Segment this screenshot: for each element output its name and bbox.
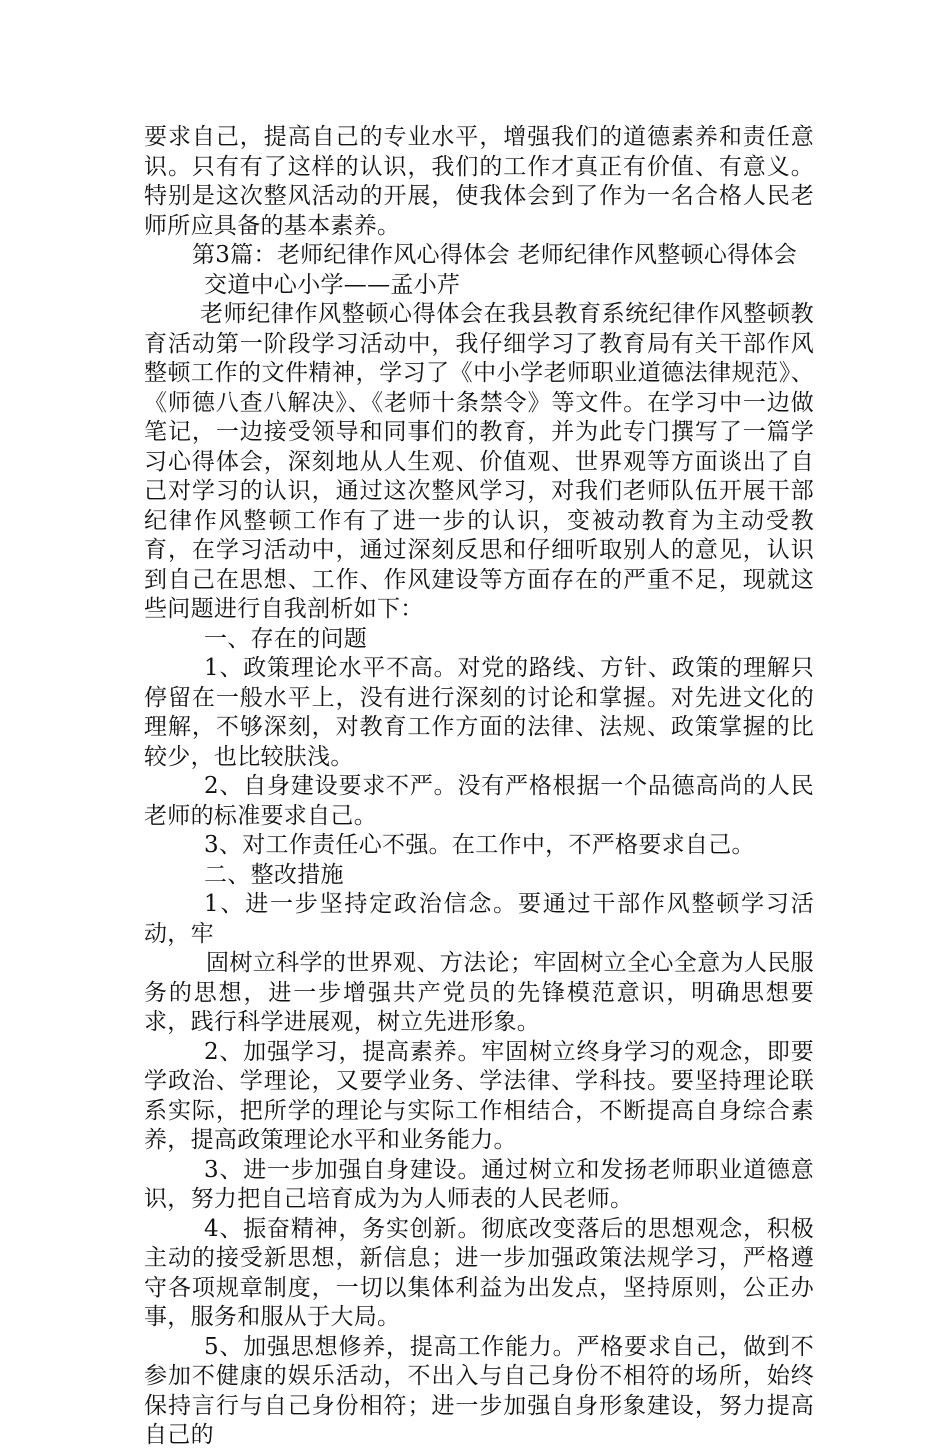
document-body xyxy=(144,123,814,1451)
author-line: 交道中心小学——孟小芹 xyxy=(204,271,461,298)
measure-item-4: 4、振奋精神，务实创新。彻底改变落后的思想观念，积极主动的接受新思想，新信息；进一步加强政策法规学习，严格遵守各项规章制度，一切以集体利益为出发点，坚持原则，公正办事，服务和服从于大局。 xyxy=(144,1215,814,1330)
paragraph-intro-continuation: 要求自己，提高自己的专业水平，增强我们的道德素养和责任意识。只有有了这样的认识，我们的工作才真正有价值、有意义。特别是这次整风活动的开展，使我体会到了作为一名合格人民老师所应具备的基本素养。 xyxy=(144,124,814,239)
problem-item-3: 3、对工作责任心不强。在工作中，不严格要求自己。 xyxy=(204,832,755,858)
heading-problems: 一、存在的问题 xyxy=(204,625,368,652)
paragraph-main-body: 老师纪律作风整顿心得体会在我县教育系统纪律作风整顿教育活动第一阶段学习活动中，我仔细学习了教育局有关干部作风整顿工作的文件精神，学习了《中小学老师职业道德法律规范》、《师德八查八解决》、《老师十条禁令》等文件。在学习中一边做笔记，一边接受领导和同事们的教育，并为此专门撰写了一篇学习心得体会，深刻地从人生观、价值观、世界观等方面谈出了自己对学习的认识，通过这次整风学习，对我们老师队伍开展干部纪律作风整顿工作有了进一步的认识，变被动教育为主动受教育，在学习活动中，通过深刻反思和仔细听取别人的意见，认识到自己在思想、工作、作风建设等方面存在的严重不足，现就这些问题进行自我剖析如下： xyxy=(144,301,814,622)
measure-item-2: 2、加强学习，提高素养。牢固树立终身学习的观念，即要学政治、学理论，又要学业务、学法律、学科技。要坚持理论联系实际，把所学的理论与实际工作相结合，不断提高自身综合素养，提高政策理论水平和业务能力。 xyxy=(144,1038,814,1153)
problem-item-1: 1、政策理论水平不高。对党的路线、方针、政策的理解只停留在一般水平上，没有进行深刻的讨论和掌握。对先进文化的理解，不够深刻，对教育工作方面的法律、法规、政策掌握的比较少，也比较肤浅。 xyxy=(144,655,814,770)
measure-item-3: 3、进一步加强自身建设。通过树立和发扬老师职业道德意识，努力把自己培育成为为人师表的人民老师。 xyxy=(144,1156,814,1212)
measure-item-1: 1、进一步坚持定政治信念。要通过干部作风整顿学习活动，牢 xyxy=(144,891,814,947)
measure-item-1-continuation: 固树立科学的世界观、方法论；牢固树立全心全意为人民服务的思想，进一步增强共产党员的先锋模范意识，明确思想要求，践行科学进展观，树立先进形象。 xyxy=(144,950,814,1035)
measure-item-5: 5、加强思想修养，提高工作能力。严格要求自己，做到不参加不健康的娱乐活动，不出入与自己身份不相符的场所，始终保持言行与自己身份相符；进一步加强自身形象建设，努力提高自己的 xyxy=(144,1333,814,1448)
heading-measures: 二、整改措施 xyxy=(204,861,344,888)
problem-item-2: 2、自身建设要求不严。没有严格根据一个品德高尚的人民老师的标准要求自己。 xyxy=(144,773,814,829)
section-title: 第3篇：老师纪律作风心得体会 老师纪律作风整顿心得体会 xyxy=(192,242,798,268)
